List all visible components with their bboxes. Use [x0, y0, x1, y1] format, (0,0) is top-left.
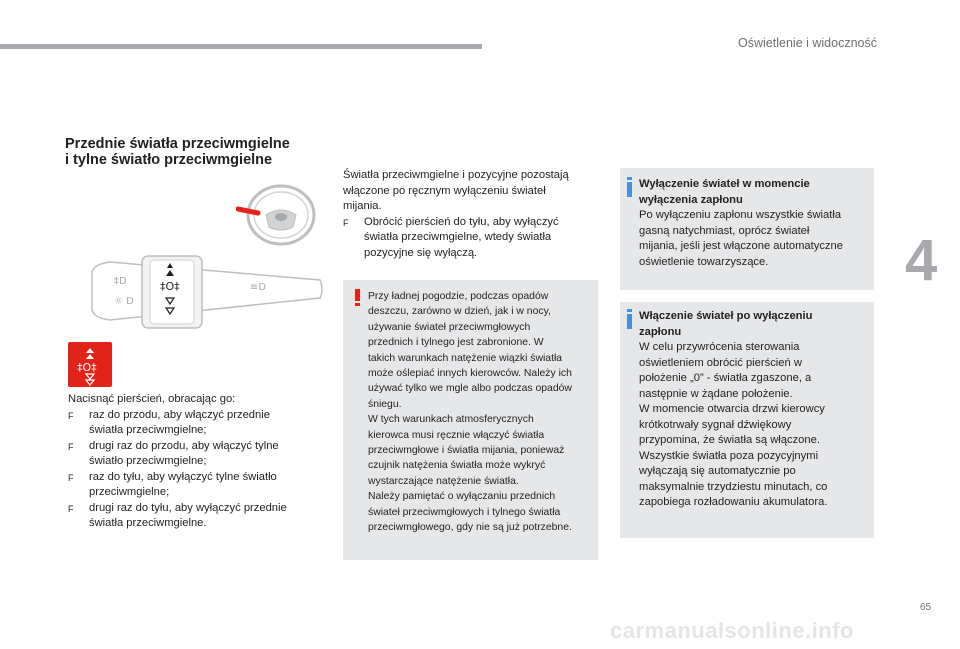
svg-text:‡O‡: ‡O‡: [77, 361, 97, 374]
list-item-text: raz do przodu, aby włączyć przednie: [89, 408, 270, 421]
watermark: carmanualsonline.info: [610, 618, 854, 643]
header-rule: [0, 44, 482, 49]
warning-line: kierowca musi ręcznie włączyć światła: [368, 429, 545, 441]
warning-line: wystarczające natężenie światła.: [368, 475, 519, 487]
info-line: zapobiega rozładowaniu akumulatora.: [639, 496, 828, 508]
warning-line: świateł przeciwmgłowych i tylnego światła: [368, 506, 561, 518]
svg-text:‡O‡: ‡O‡: [160, 280, 180, 293]
bullet-marker: F: [68, 503, 74, 514]
info-line: następnie w żądane położenie.: [639, 387, 793, 400]
info-line: Wszystkie światła poza pozycyjnymi: [639, 449, 819, 462]
section-heading-line: Przednie światła przeciwmgielne: [65, 136, 290, 152]
info-marker-icon: [627, 309, 632, 329]
info-line: położenie „0” - światła zgaszone, a: [639, 372, 812, 384]
warning-line: może oślepiać innych kierowców. Należy ich: [368, 368, 572, 380]
instruction-intro: Nacisnąć pierścień, obracając go:: [68, 393, 236, 405]
info-line: W celu przywrócenia sterowania: [639, 341, 800, 353]
info-box-title: Włączenie świateł po wyłączeniu: [639, 310, 813, 322]
chapter-title: Oświetlenie i widoczność: [738, 36, 877, 50]
list-item-text: światła przeciwmgielne;: [89, 424, 207, 436]
warning-line: używać tylko we mgle albo podczas opadów: [368, 383, 572, 395]
list-item: [68, 408, 328, 439]
chapter-number: 4: [905, 228, 938, 293]
paragraph-line: Światła przeciwmgielne i pozycyjne pozostają: [343, 169, 569, 181]
info-text-lights-after-ignition: [639, 309, 871, 511]
paragraph-line: włączone po ręcznym wyłączeniu świateł: [343, 184, 546, 197]
page-number: 65: [920, 602, 932, 613]
info-line: oświetlenie towarzyszące.: [639, 255, 769, 268]
warning-line: Należy pamiętać o wyłączaniu przednich: [368, 491, 556, 503]
info-line: Po wyłączeniu zapłonu wszystkie światła: [639, 209, 842, 221]
list-item-text: światła przeciwmgielne, wtedy światła: [364, 231, 552, 243]
warning-text: [368, 289, 600, 536]
warning-line: przednich i tylnego jest zabronione. W: [368, 337, 544, 349]
list-item-text: pozycyjne się wyłączą.: [364, 246, 478, 259]
warning-line: Przy ładnej pogodzie, podczas opadów: [368, 291, 549, 302]
info-line: przypomina, że światła są włączone.: [639, 434, 820, 446]
light-stalk-illustration: [90, 252, 325, 330]
warning-line: deszczu, zarówno w dzień, jak i w nocy,: [368, 306, 551, 318]
warning-line: śniegu.: [368, 398, 402, 410]
warning-line: przeciwmgłowego, gdy nie są już potrzebne.: [368, 522, 572, 534]
list-item-text: światła przeciwmgielne.: [89, 517, 207, 529]
svg-text:≡D: ≡D: [250, 282, 267, 293]
warning-exclamation-icon: [355, 289, 360, 306]
warning-line: W tych warunkach atmosferycznych: [368, 414, 534, 426]
info-box-title: zapłonu: [639, 325, 682, 338]
middle-column: [343, 168, 603, 261]
fog-light-ring-icon: [68, 342, 112, 387]
info-box-title: wyłączenia zapłonu: [639, 193, 743, 206]
steering-wheel-illustration: [236, 183, 318, 247]
left-column: [68, 392, 328, 532]
section-heading: [65, 136, 335, 168]
list-item-text: raz do tyłu, aby wyłączyć tylne światło: [89, 470, 277, 483]
svg-text:☼ D: ☼ D: [114, 296, 134, 307]
paragraph-line: mijania.: [343, 200, 382, 212]
list-item-text: światło przeciwmgielne;: [89, 455, 207, 467]
warning-line: czujnik natężenia światła może wykryć: [368, 460, 546, 472]
info-line: wyłączają się automatycznie po: [639, 465, 796, 477]
info-line: oświetleniem obrócić pierścień w: [639, 356, 802, 369]
info-line: gasną natychmiast, oprócz świateł: [639, 224, 810, 237]
section-heading-line: i tylne światło przeciwmgielne: [65, 152, 273, 168]
bullet-marker: F: [68, 441, 74, 452]
info-line: W momencie otwarcia drzwi kierowcy: [639, 403, 825, 415]
list-item-text: przeciwmgielne;: [89, 486, 170, 498]
list-item: [68, 501, 328, 532]
info-marker-icon: [627, 177, 632, 197]
list-item: [68, 470, 328, 501]
bullet-marker: F: [68, 472, 74, 483]
list-item-text: drugi raz do przodu, aby włączyć tylne: [89, 439, 279, 452]
warning-line: używanie świateł przeciwmgłowych: [368, 321, 531, 333]
info-text-ignition-off: [639, 177, 871, 270]
list-item: [343, 215, 603, 262]
list-item-text: Obrócić pierścień do tyłu, aby wyłączyć: [364, 215, 559, 228]
warning-line: takich warunkach natężenie wiązki światła: [368, 352, 563, 364]
bullet-marker: F: [343, 217, 349, 228]
info-line: krótkotrwały sygnał dźwiękowy: [639, 418, 792, 431]
bullet-marker: F: [68, 410, 74, 421]
list-item-text: drugi raz do tyłu, aby wyłączyć przednie: [89, 501, 287, 514]
svg-text:‡D: ‡D: [114, 276, 127, 287]
info-line: maksymalnie trzydziestu minutach, co: [639, 480, 828, 493]
info-box-title: Wyłączenie świateł w momencie: [639, 178, 810, 190]
list-item: [68, 439, 328, 470]
warning-line: przeciwmgłowe i światła mijania, ponieważ: [368, 445, 565, 457]
info-line: mijania, jeśli jest włączone automatyczne: [639, 240, 843, 252]
